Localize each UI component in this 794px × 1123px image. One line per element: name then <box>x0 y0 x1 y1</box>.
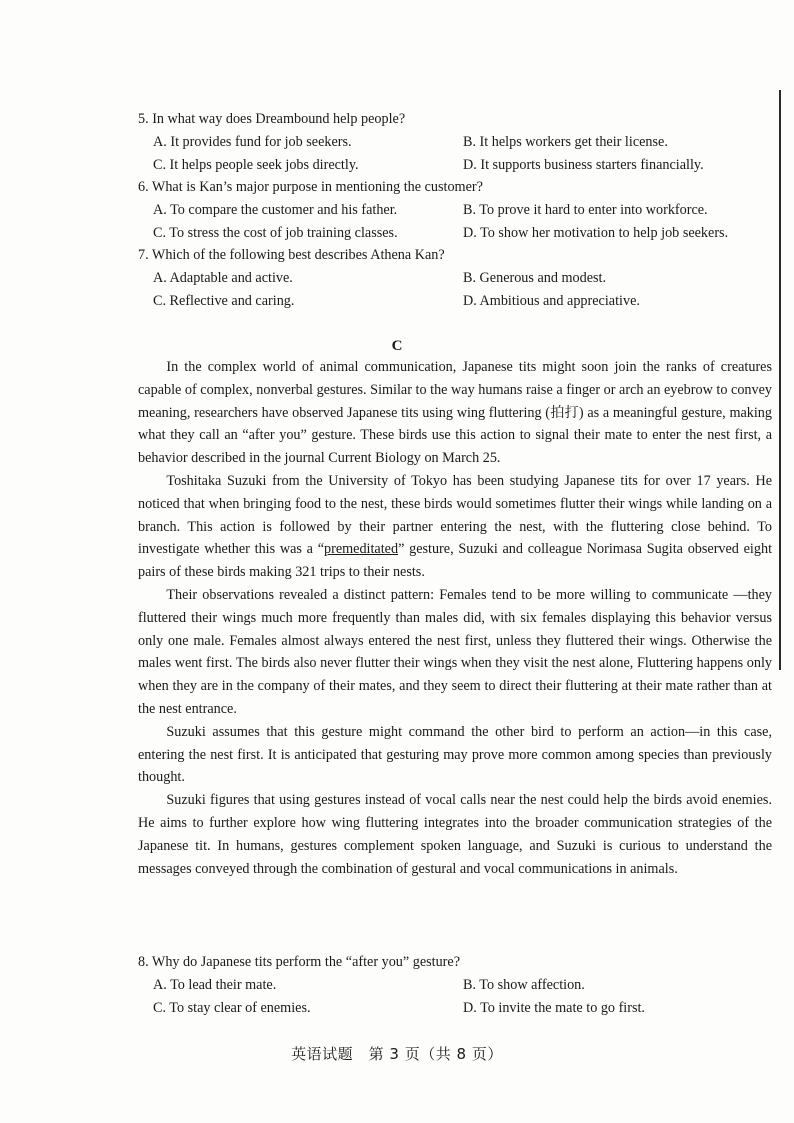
paragraph-3: Their observations revealed a distinct pattern: Females tend to be more willing to communicate —they fluttered their wings much more frequently than males did, with six females displaying this behavior versus only one male. Females almost always entered the nest first, unless they fluttered their wings. Otherwise the males went first. The birds also never flutter their wings when they visit the nest alone, Fluttering happens only when they are in the company of their mates, and they seem to direct their fluttering at their mate rather than at the nest entrance. <box>138 586 772 717</box>
question-stem: 8. Why do Japanese tits perform the “after you” gesture? <box>138 954 460 970</box>
question-6 <box>138 176 778 244</box>
question-7 <box>138 244 778 312</box>
option-a: A. To lead their mate. <box>153 976 277 993</box>
option-b: B. Generous and modest. <box>463 269 607 286</box>
question-stem: 6. What is Kan’s major purpose in mentioning the customer? <box>138 179 483 195</box>
binding-margin-line <box>779 90 781 670</box>
section-heading: C <box>391 338 403 354</box>
option-d: D. Ambitious and appreciative. <box>463 292 640 309</box>
option-b: B. To prove it hard to enter into workforce. <box>463 201 708 218</box>
underlined-word: premeditated <box>324 541 399 558</box>
option-a: A. To compare the customer and his father. <box>153 201 398 218</box>
option-a: A. Adaptable and active. <box>153 269 293 286</box>
reading-passage <box>138 356 772 880</box>
option-c: C. To stress the cost of job training classes. <box>153 224 398 241</box>
paragraph-2-text-a: Toshitaka Suzuki from the University of Tokyo has been studying Japanese tits for over 17 years. He noticed that when bringing food to the nest, these birds would sometimes flutter their wings while landing on a branch. This action is followed by their partner entering the nest, with the fluttering close behind. To investigate whether this was a “ <box>138 472 772 558</box>
option-b: B. To show affection. <box>463 976 585 993</box>
paragraph-1: In the complex world of animal communication, Japanese tits might soon join the ranks of creatures capable of complex, nonverbal gestures. Similar to the way humans raise a finger or arch an eyebrow to convey meaning, researchers have observed Japanese tits using wing fluttering (拍打) as a meaningful gesture, making what they call an “after you” gesture. These birds use this action to signal their mate to enter the nest first, a behavior described in the journal Current Biology on March 25. <box>138 359 772 467</box>
option-c: C. Reflective and caring. <box>153 292 295 309</box>
question-8 <box>138 951 778 1019</box>
option-d: D. To invite the mate to go first. <box>463 999 645 1016</box>
paragraph-2-text-b: ” gesture, Suzuki and colleague Norimasa Sugita observed eight pairs of these birds making 321 trips to their nests. <box>138 541 773 581</box>
question-stem: 7. Which of the following best describes Athena Kan? <box>138 247 445 263</box>
question-5 <box>138 108 778 176</box>
option-a: A. It provides fund for job seekers. <box>153 133 352 150</box>
option-c: C. It helps people seek jobs directly. <box>153 156 359 173</box>
paragraph-2 <box>138 470 772 584</box>
paragraph-4: Suzuki assumes that this gesture might command the other bird to perform an action—in this case, entering the nest first. It is anticipated that gesturing may prove more common among species than previously thought. <box>138 723 772 786</box>
question-stem: 5. In what way does Dreambound help people? <box>138 111 406 127</box>
option-d: D. To show her motivation to help job seekers. <box>463 224 729 241</box>
page-footer: 英语试题 第 3 页（共 8 页） <box>291 1045 503 1063</box>
option-d: D. It supports business starters financially. <box>463 156 704 173</box>
paragraph-5: Suzuki figures that using gestures instead of vocal calls near the nest could help the birds avoid enemies. He aims to further explore how wing fluttering integrates into the broader communication strategies of the Japanese tit. In humans, gestures complement spoken language, and Suzuki is curious to understand the messages conveyed through the combination of gestural and vocal communications in animals. <box>138 792 772 877</box>
option-b: B. It helps workers get their license. <box>463 133 668 150</box>
option-c: C. To stay clear of enemies. <box>153 999 311 1016</box>
